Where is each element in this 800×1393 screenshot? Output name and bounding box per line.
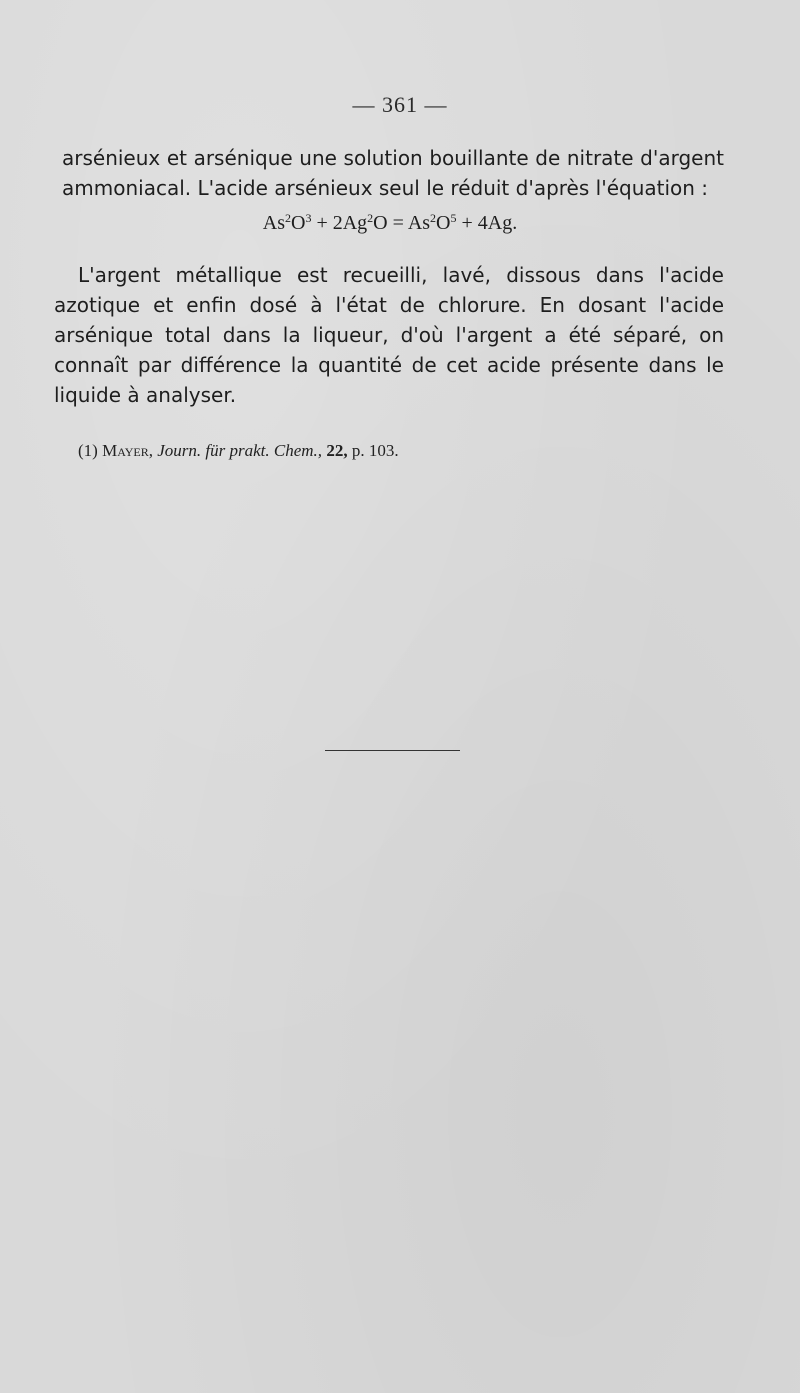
footnote-volume: 22, [326,441,348,460]
page-number: — 361 — [352,92,448,117]
equation-term: O [436,212,451,234]
equation-subscript: 3 [305,211,312,225]
equation-subscript: 5 [450,211,457,225]
section-end-rule [325,750,460,751]
paragraph-1: arsénieux et arsénique une solution bouillante de nitrate d'argent ammoniacal. L'acide arsénieux seul le réduit d'après l'équation : [62,146,724,200]
paragraph-2 [54,260,724,410]
footnote [78,441,758,461]
footnote-journal: Journ. für prakt. Chem., [157,441,323,460]
equation-term: As [262,212,285,234]
footnote-author: Mayer, [102,441,154,460]
equation-term: 2Ag [332,212,368,234]
paragraph-2-text: L'argent métallique est recueilli, lavé, dissous dans l'acide azotique et enfin dosé à l'état de chlorure. En dosant l'acide arsénique total dans la liqueur, d'où l'argent a été séparé, on connaît par différence la quantité de cet acide présente dans le liquide à analyser. [54,263,724,407]
equation-subscript: 2 [284,211,291,225]
equation-term: O [290,212,306,234]
footnote-page: p. 103. [347,441,399,460]
chemical-equation [0,211,780,235]
equation-term: O [373,212,388,234]
equation-term: 4Ag. [477,212,518,234]
equation-subscript: 2 [367,211,374,225]
footnote-marker: (1) [78,441,103,460]
equation-operator: = [387,212,408,234]
equation-operator: + [456,212,478,234]
equation-term: As [407,212,431,234]
equation-subscript: 2 [430,211,437,225]
equation-operator: + [311,212,333,234]
